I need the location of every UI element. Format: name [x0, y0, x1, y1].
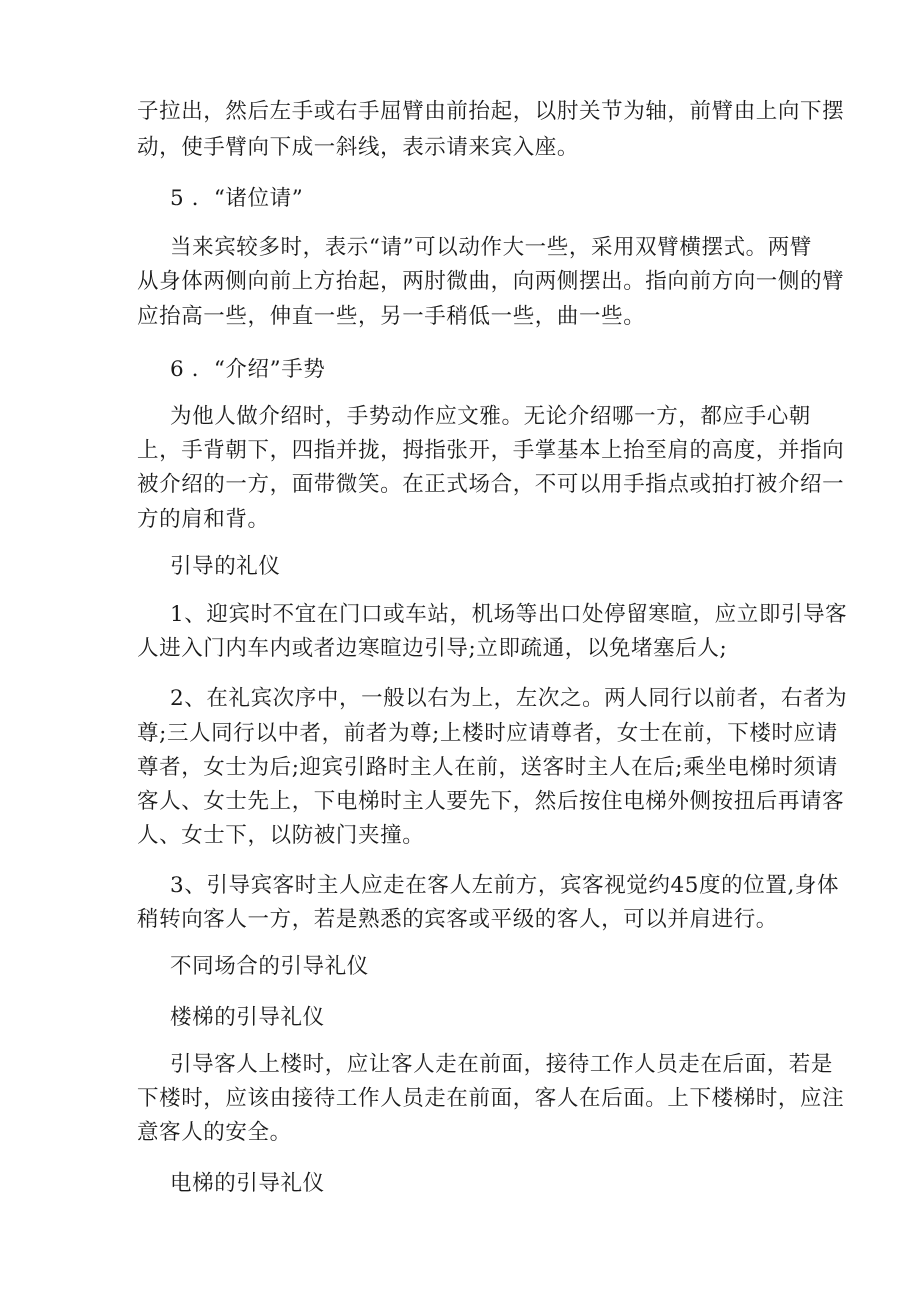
paragraph-line: 3、引导宾客时主人应走在客人左前方，宾客视觉约45度的位置,身体 — [170, 873, 840, 898]
paragraph-line: 2、在礼宾次序中，一般以右为上，左次之。两人同行以前者，右者为 — [170, 686, 848, 711]
paragraph-line: 方的肩和背。 — [137, 507, 270, 532]
paragraph-line: 客人、女士先上，下电梯时主人要先下，然后按住电梯外侧按扭后再请客 — [137, 789, 845, 814]
paragraph-line: 人、女士下，以防被门夹撞。 — [137, 823, 425, 848]
section-heading: 6 ．“介绍”手势 — [170, 357, 326, 382]
section-heading: 电梯的引导礼仪 — [170, 1171, 325, 1196]
paragraph-line: 意客人的安全。 — [137, 1120, 292, 1145]
paragraph-line: 动，使手臂向下成一斜线，表示请来宾入座。 — [137, 135, 580, 160]
paragraph-line: 下楼时，应该由接待工作人员走在前面，客人在后面。上下楼梯时，应注 — [137, 1086, 845, 1111]
section-heading: 楼梯的引导礼仪 — [170, 1005, 325, 1030]
paragraph-line: 尊;三人同行以中者，前者为尊;上楼时应请尊者，女士在前，下楼时应请 — [137, 721, 838, 746]
section-heading: 不同场合的引导礼仪 — [170, 954, 369, 979]
paragraph-line: 应抬高一些，伸直一些，另一手稍低一些，曲一些。 — [137, 304, 646, 329]
paragraph-line: 尊者，女士为后;迎宾引路时主人在前，送客时主人在后;乘坐电梯时须请 — [137, 755, 838, 780]
section-heading: 引导的礼仪 — [170, 554, 281, 579]
paragraph-line: 被介绍的一方，面带微笑。在正式场合，不可以用手指点或拍打被介绍一 — [137, 472, 845, 497]
paragraph-line: 稍转向客人一方，若是熟悉的宾客或平级的客人，可以并肩进行。 — [137, 907, 778, 932]
paragraph-line: 从身体两侧向前上方抬起，两肘微曲，向两侧摆出。指向前方向一侧的臂 — [137, 269, 845, 294]
paragraph-line: 人进入门内车内或者边寒暄边引导;立即疏通，以免堵塞后人; — [137, 636, 728, 661]
paragraph-line: 引导客人上楼时，应让客人走在前面，接待工作人员走在后面，若是 — [170, 1052, 834, 1077]
paragraph-line: 子拉出，然后左手或右手屈臂由前抬起，以肘关节为轴，前臂由上向下摆 — [137, 99, 845, 124]
paragraph-line: 1、迎宾时不宜在门口或车站，机场等出口处停留寒暄，应立即引导客 — [170, 602, 848, 627]
section-heading: 5 ．“诸位请” — [170, 186, 304, 211]
paragraph-line: 上，手背朝下，四指并拢，拇指张开，手掌基本上抬至肩的高度，并指向 — [137, 438, 845, 463]
paragraph-line: 当来宾较多时，表示“请”可以动作大一些，采用双臂横摆式。两臂 — [170, 235, 812, 260]
paragraph-line: 为他人做介绍时，手势动作应文雅。无论介绍哪一方，都应手心朝 — [170, 404, 811, 429]
